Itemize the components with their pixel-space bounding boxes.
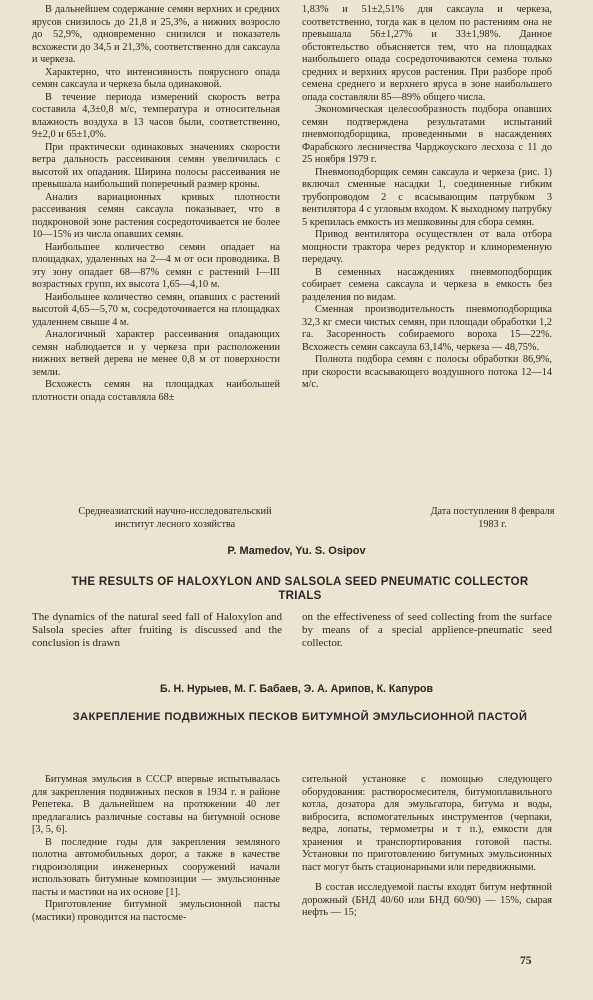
paragraph: При практически одинаковых значениях скорости ветра дальность рассеивания семян увеличилась с высотой их опадания. Ширина полосы рассеивания не превышала наибольший поперечный размер кроны. bbox=[32, 141, 280, 190]
paragraph: Всхожесть семян на площадках наибольшей плотности опада составляла 68± bbox=[32, 379, 280, 403]
column-right-top bbox=[302, 4, 552, 392]
paragraph: Привод вентилятора осуществлен от вала отбора мощности трактора через редуктор и клиноременную передачу. bbox=[302, 229, 552, 265]
paragraph: Анализ вариационных кривых плотности рассеивания семян саксаула показывает, что в подкроновой зоне растения сосредоточивается не более 10—15% из числа опавших семян. bbox=[32, 191, 280, 240]
paragraph: В состав исследуемой пасты входят битум нефтяной дорожный (БНД 40/60 или БНД 60/90) — 15%, сырая нефть — 15; bbox=[302, 882, 552, 918]
page-number: 75 bbox=[520, 955, 532, 967]
paragraph-gap bbox=[302, 874, 552, 882]
paragraph: Приготовление битумной эмульсионной пасты (мастики) проводится на пастосме- bbox=[32, 899, 280, 923]
column-right-bottom bbox=[302, 774, 552, 920]
paragraph: 1,83% и 51±2,51% для саксаула и черкеза, соответственно, тогда как в целом по растениям она не превышала 56±1,27% и 33±1,98%. Данное обстоятельство объясняется тем, что на площадках наибольшего опада сосредоточиваются семена только средних и верхних ярусов растения. При разборе проб семена среднего и верхнего яруса в зоне наибольшего опада составляли 85—89% общего числа. bbox=[302, 4, 552, 103]
column-left-bottom bbox=[32, 774, 280, 924]
paragraph: Полнота подбора семян с полосы обработки 86,9%, при скорости всасывающего воздушного потока 12—14 м/с. bbox=[302, 354, 552, 390]
english-abstract-left: The dynamics of the natural seed fall of Haloxylon and Salsola species after fruiting is discussed and the conclusion is drawn bbox=[32, 611, 282, 649]
paragraph: Характерно, что интенсивность поярусного опада семян саксаула и черкеза была одинаковой. bbox=[32, 66, 280, 90]
article-authors: Б. Н. Нурыев, М. Г. Бабаев, Э. А. Арипов, К. Капуров bbox=[159, 683, 434, 695]
paragraph: Экономическая целесообразность подбора опавших семян подтверждена результатами испытаний пневмоподборщика, проведенными в насаждениях Фарабского лесничества Чарджоуского лесхоза с 11 до 25 ноября 1979 г. bbox=[302, 104, 552, 165]
column-left-top bbox=[32, 4, 280, 404]
received-date: Дата поступления 8 февраля 1983 г. bbox=[430, 506, 555, 530]
paragraph: Сменная производительность пневмоподборщика 32,3 кг смеси чистых семян, при площади обработки 1,2 га. Засоренность собираемого вороха 15—22%. Всхожесть семян саксаула 63,14%, черкеза — 48,75%. bbox=[302, 304, 552, 353]
paragraph: Аналогичный характер рассеивания опадающих семян наблюдается и у черкеза при расположении нижних ветвей дерева не менее 0,8 м от поверхности земли. bbox=[32, 329, 280, 378]
paragraph: В последние годы для закрепления земляного полотна автомобильных дорог, а также в качестве гидроизоляции инженерных сооружений начали использовать битумные композиции — эмульсионные пасты и мастики на их основе [1]. bbox=[32, 836, 280, 898]
article-title: ЗАКРЕПЛЕНИЕ ПОДВИЖНЫХ ПЕСКОВ БИТУМНОЙ ЭМУЛЬСИОННОЙ ПАСТОЙ bbox=[72, 711, 528, 723]
paragraph: сительной установке с помощью следующего оборудования: растворосмесителя, битумоплавильного котла, дозатора для эмульгатора, битума и воды, вибросита, вспомогательных инструментов (черпаки, ведра, лопаты, термометры и т п.), емкости для хранения и транспортирования готовой пасты. Установки по приготовлению битумных эмульсионных паст могут быть стационарными или передвижными. bbox=[302, 774, 552, 873]
paragraph: В дальнейшем содержание семян верхних и средних ярусов снизилось до 21,8 и 25,3%, а нижних возросло до 52,9%, одновременно снизился и показатель всхожести до 34,5 и 21,3%, соответственно для саксаула и черкеза. bbox=[32, 4, 280, 65]
institution-affiliation: Среднеазиатский научно-исследовательский институт лесного хозяйства bbox=[78, 506, 272, 530]
english-authors: P. Mamedov, Yu. S. Osipov bbox=[227, 545, 366, 557]
paragraph: Битумная эмульсия в СССР впервые испытывалась для закрепления подвижных песков в 1934 г. в районе Репетека. В дальнейшем на протяжении 40 лет предлагались различные составы на битумной основе [3, 5, 6]. bbox=[32, 774, 280, 835]
english-title: THE RESULTS OF HALOXYLON AND SALSOLA SEED PNEUMATIC COLLECTOR TRIALS bbox=[71, 576, 529, 602]
paragraph: Наибольшее количество семян опадает на площадках, удаленных на 2—4 м от оси проводника. В эту зону опадает 68—87% семян с растений I—III возрастных групп, их высота 1,65—4,10 м. bbox=[32, 241, 280, 290]
paragraph: В семенных насаждениях пневмоподборщик собирает семена саксаула и черкеза в емкость без разделения по видам. bbox=[302, 266, 552, 303]
english-abstract-right: on the effectiveness of seed collecting from the surface by means of a special applience-pneumatic seed collector. bbox=[302, 611, 552, 649]
paragraph: Наибольшее количество семян, опавших с растений высотой 4,65—5,70 м, сосредоточивается на площадках удаленнем свыше 4 м. bbox=[32, 291, 280, 328]
paragraph: Пневмоподборщик семян саксаула и черкеза (рис. 1) включал сменные насадки 1, соединенные гибким трубопроводом 2 с всасывающим патрубком 3 вентилятора 4 с угловым входом. К выходному патрубку 5 крепилась емкость из мешковины для сбора семян. bbox=[302, 166, 552, 228]
paragraph: В течение периода измерений скорость ветра составила 4,3±0,8 м/с, температура и относительная влажность воздуха в 13 часов были, соответственно, 9±2,0 и 65±1,0%. bbox=[32, 91, 280, 140]
